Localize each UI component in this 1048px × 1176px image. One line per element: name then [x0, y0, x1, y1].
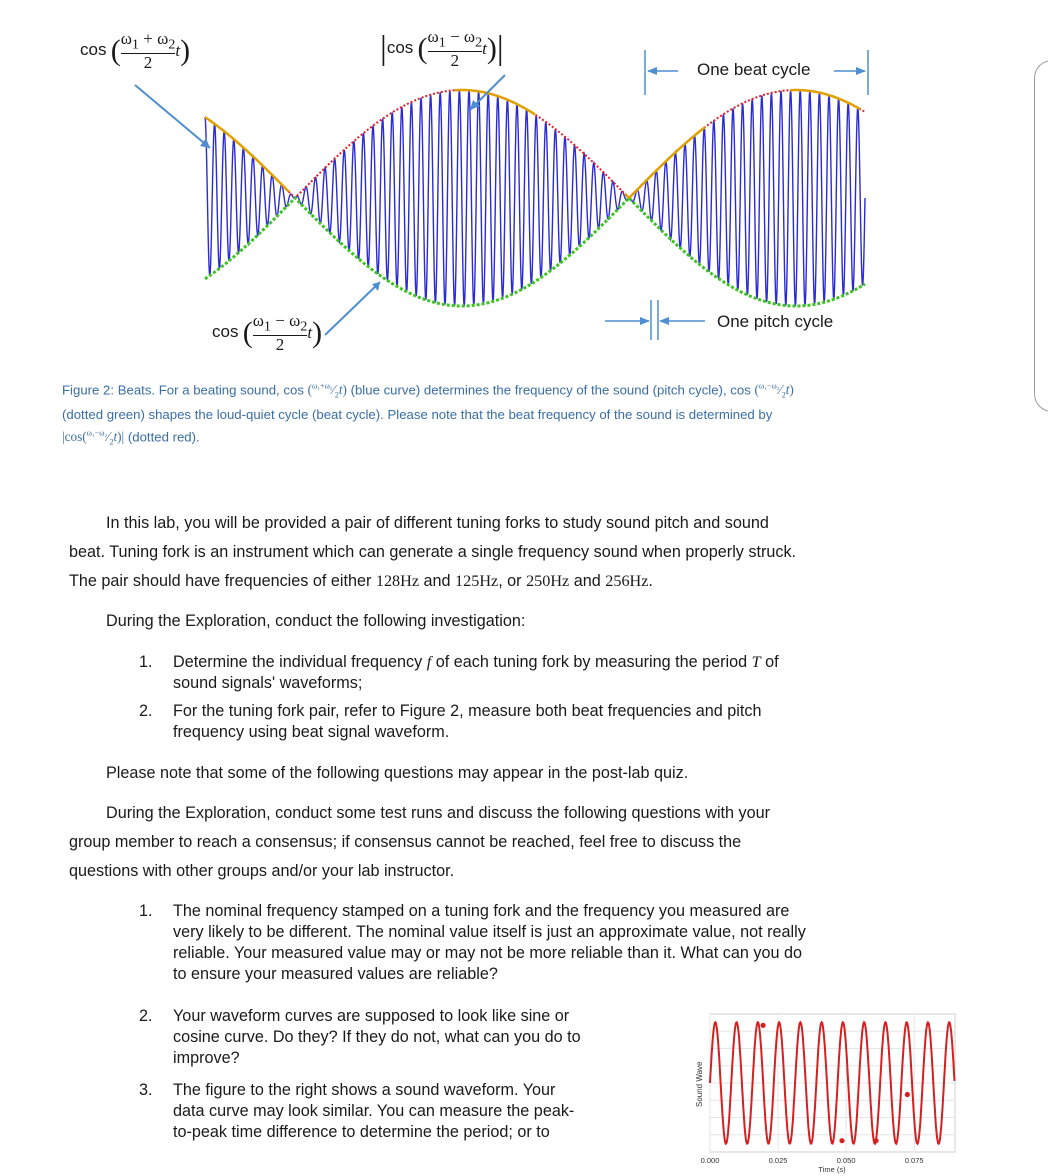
exploration-intro: During the Exploration, conduct the following investigation: — [106, 612, 526, 630]
carrier-path — [205, 90, 865, 306]
intro-line-2: beat. Tuning fork is an instrument which can generate a single frequency sound when properly struck. — [69, 543, 797, 561]
freq-250: 250Hz — [526, 572, 570, 590]
quiz-note: Please note that some of the following questions may appear in the post-lab quiz. — [106, 764, 689, 782]
discuss-line-2: group member to reach a consensus; if consensus cannot be reached, feel free to discuss the — [69, 833, 742, 851]
discuss-line-1: During the Exploration, conduct some test runs and discuss the following questions with your — [106, 804, 771, 822]
discuss-line-3: questions with other groups and/or your lab instructor. — [69, 862, 455, 880]
pitch-cycle-label: One pitch cycle — [717, 312, 834, 331]
carrier-wave — [205, 90, 865, 306]
waveform-marker — [873, 1138, 878, 1143]
x-tick-label: 0.050 — [836, 1156, 856, 1165]
label-diff: cos ( $\frac{\omega_1 - \omega_2}{2}$ t) — [212, 311, 323, 355]
waveform-marker — [905, 1092, 910, 1097]
caption-part-2: (dotted green) shapes the loud-quiet cycle (beat cycle). Please note that the beat frequency of the sound is determined by — [62, 407, 773, 423]
waveform-marker — [760, 1023, 765, 1028]
freq-256: 256Hz — [605, 572, 649, 590]
caption-part-3: (dotted red). — [127, 429, 200, 445]
arrow-diff-label — [325, 282, 380, 335]
freq-128: 128Hz — [375, 572, 420, 590]
intro-line-3: The pair should have frequencies of either 128Hz and 125Hz, or 250Hz and 256Hz. — [69, 572, 653, 590]
beat-cycle-label: One beat cycle — [697, 60, 811, 79]
x-tick-label: 0.025 — [768, 1156, 788, 1165]
arrow-sum-label — [135, 85, 210, 148]
x-tick-label: 0.075 — [904, 1156, 924, 1165]
label-abs: |cos ( $\frac{\omega_1 - \omega_2}{2}$ t)| — [380, 27, 504, 71]
waveform-marker — [839, 1138, 844, 1143]
figure-caption: Figure 2: Beats. For a beating sound, $\cos (^{\omega_1+\omega_2}⁄_2t)$ (blue curve) determines the frequency of the sound (pitch cycle), $\cos (^{\omega_1-\omega_2}⁄_2t)$ (dotted green) shapes the loud-quiet cycle (beat cycle). Please note that the beat frequency of the sound is determined by $|\cos(^{\omega_1-\omega_2}⁄_2t)|$ (dotted red). — [62, 377, 942, 452]
label-sum: cos ( $\frac{\omega_1 + \omega_2}{2}$ t) — [80, 29, 191, 73]
intro-line-1: In this lab, you will be provided a pair of different tuning forks to study sound pitch and sound — [106, 514, 769, 532]
caption-part-1: Figure 2: Beats. For a beating sound, cos — [62, 382, 304, 398]
side-panel-edge — [1034, 60, 1048, 412]
sound-waveform-chart — [690, 1012, 960, 1176]
y-axis-label: Sound Wave — [695, 1061, 704, 1107]
x-tick-label: 0.000 — [700, 1156, 720, 1165]
x-axis-label: Time (s) — [818, 1165, 846, 1174]
freq-125: 125Hz — [455, 572, 499, 590]
caption-part-1b: (blue curve) determines the frequency of the sound (pitch cycle), cos — [350, 382, 751, 398]
